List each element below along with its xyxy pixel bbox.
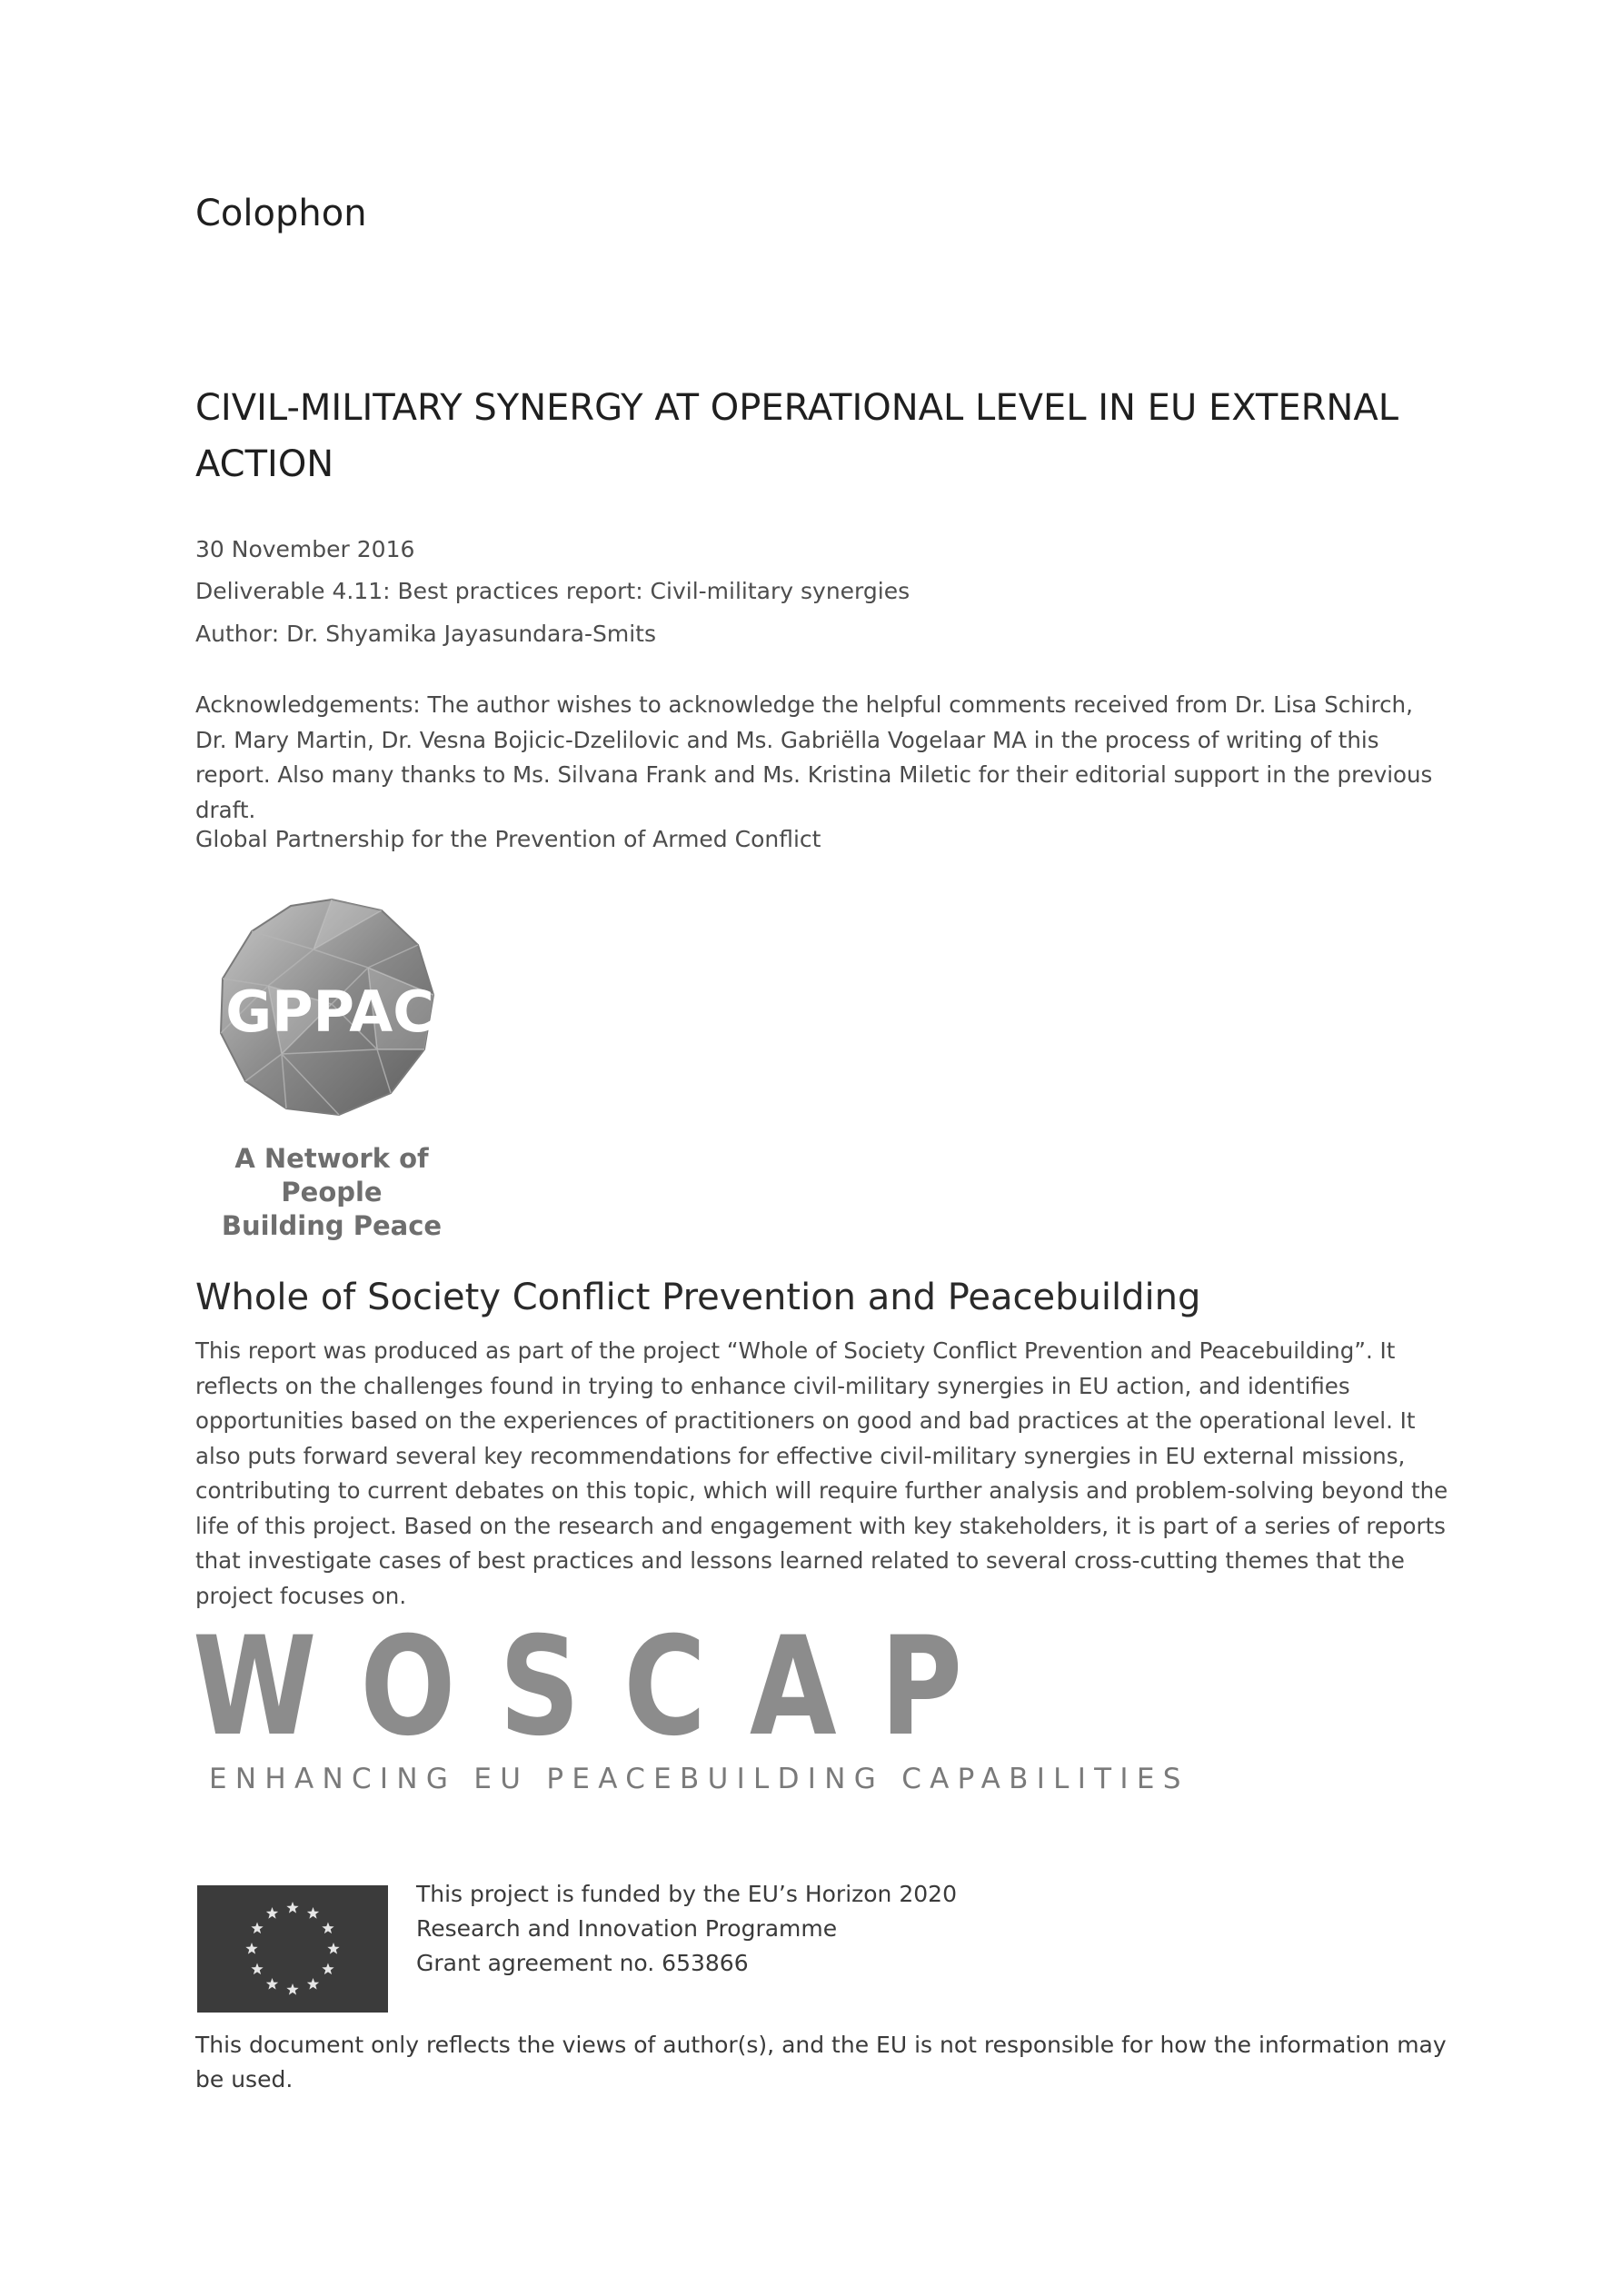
- organization-name: Global Partnership for the Prevention of Armed Conflict: [195, 826, 821, 852]
- acknowledgements-paragraph: Acknowledgements: The author wishes to acknowledge the helpful comments received from Dr. Lisa Schirch, Dr. Mary Martin, Dr. Vesna Bojicic-Dzelilovic and Ms. Gabriëlla Vogelaar MA in the process of writing of this report. Also many thanks to Ms. Silvana Frank and Ms. Kristina Miletic for their editorial support in the previous draft.: [195, 691, 1433, 823]
- woscap-wordmark-graphic: [193, 1608, 1010, 1766]
- section-heading: Whole of Society Conflict Prevention and Peacebuilding: [195, 1277, 1201, 1318]
- eu-star-icon: [266, 1907, 278, 1919]
- funding-line-1: This project is funded by the EU’s Horizon 2020: [416, 1881, 957, 1907]
- eu-star-icon: [307, 1907, 319, 1919]
- disclaimer: This document only reflects the views of author(s), and the EU is not responsible for how the information may be used.: [195, 2032, 1447, 2092]
- eu-star-icon: [307, 1978, 319, 1990]
- woscap-wordmark: WOSCAP: [193, 1608, 1006, 1766]
- gppac-logo: [195, 895, 486, 1241]
- author-line: Author: Dr. Shyamika Jayasundara-Smits: [195, 621, 656, 647]
- eu-star-icon: [266, 1978, 278, 1990]
- faceted-polygon-globe-icon: [195, 895, 468, 1140]
- funding-statement: [416, 1877, 957, 1981]
- colophon-label: Colophon: [195, 193, 367, 234]
- document-title: CIVIL-MILITARY SYNERGY AT OPERATIONAL LEVEL IN EU EXTERNAL ACTION: [195, 387, 1398, 485]
- woscap-logo: [193, 1608, 1189, 1799]
- eu-star-icon: [251, 1923, 263, 1934]
- gppac-tagline: [195, 1142, 468, 1243]
- eu-flag-icon: [197, 1885, 388, 2013]
- gppac-tagline-line-2: Building Peace: [221, 1210, 443, 1241]
- eu-star-icon: [286, 1983, 298, 1995]
- gppac-tagline-line-1: A Network of People: [234, 1143, 429, 1208]
- funding-line-3: Grant agreement no. 653866: [416, 1950, 749, 1976]
- funding-line-2: Research and Innovation Programme: [416, 1915, 838, 1942]
- eu-star-icon: [286, 1902, 298, 1913]
- eu-star-icon: [322, 1963, 333, 1975]
- deliverable-line: Deliverable 4.11: Best practices report: Civil-military synergies: [195, 578, 911, 604]
- eu-star-icon: [251, 1963, 263, 1975]
- gppac-wordmark: GPPAC: [225, 979, 434, 1045]
- eu-star-icon: [322, 1923, 333, 1934]
- woscap-tagline: ENHANCING EU PEACEBUILDING CAPABILITIES: [209, 1763, 1189, 1795]
- report-date: 30 November 2016: [195, 536, 415, 562]
- eu-stars-ring: [197, 1885, 388, 2013]
- eu-star-icon: [327, 1943, 339, 1954]
- eu-star-icon: [245, 1943, 257, 1954]
- section-body-paragraph: This report was produced as part of the project “Whole of Society Conflict Prevention and Peacebuilding”. It reflects on the challenges found in trying to enhance civil-military synergies in EU action, and identifies opportunities based on the experiences of practitioners on good and bad practices at the operational level. It also puts forward several key recommendations for effective civil-military synergies in EU external missions, contributing to current debates on this topic, which will require further analysis and problem-solving beyond the life of this project. Based on the research and engagement with key stakeholders, it is part of a series of reports that investigate cases of best practices and lessons learned related to several cross-cutting themes that the project focuses on.: [195, 1337, 1448, 1609]
